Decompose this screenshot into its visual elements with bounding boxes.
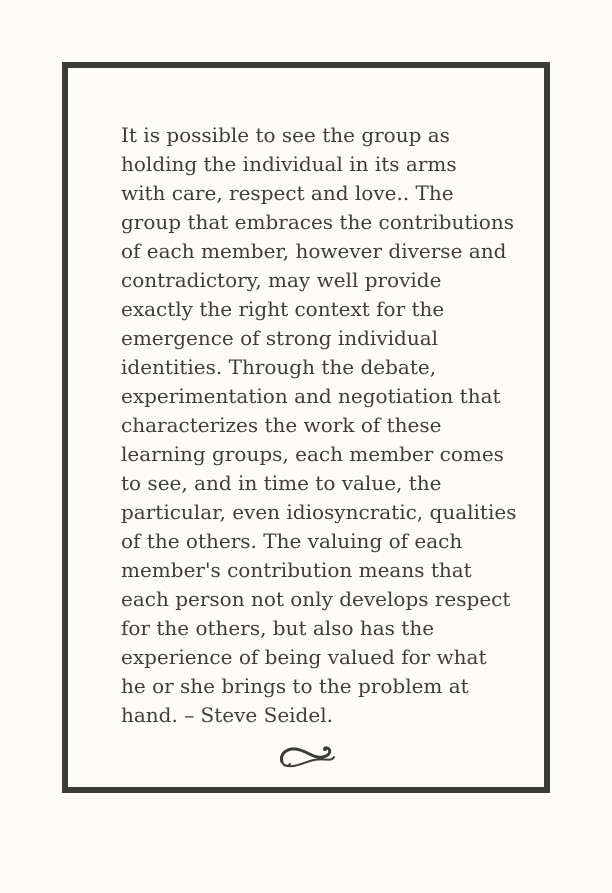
quote-line: of each member, however diverse and	[121, 239, 507, 263]
quote-line: experimentation and negotiation that	[121, 384, 501, 408]
quote-line: member's contribution means that	[121, 558, 472, 582]
quote-line: holding the individual in its arms	[121, 152, 457, 176]
flourish-ornament-icon	[276, 740, 338, 772]
quote-text	[121, 121, 517, 730]
quote-line: learning groups, each member comes	[121, 442, 504, 466]
quote-line: contradictory, may well provide	[121, 268, 442, 292]
quote-line: to see, and in time to value, the	[121, 471, 442, 495]
quote-line: emergence of strong individual	[121, 326, 439, 350]
quote-attribution-line: hand. – Steve Seidel.	[121, 703, 333, 727]
quote-frame	[62, 62, 550, 793]
quote-line: of the others. The valuing of each	[121, 529, 463, 553]
quote-line: for the others, but also has the	[121, 616, 435, 640]
quote-line: It is possible to see the group as	[121, 123, 450, 147]
quote-line: each person not only develops respect	[121, 587, 511, 611]
quote-line: characterizes the work of these	[121, 413, 442, 437]
quote-line: group that embraces the contributions	[121, 210, 514, 234]
quote-line: experience of being valued for what	[121, 645, 487, 669]
quote-line: identities. Through the debate,	[121, 355, 437, 379]
quote-line: with care, respect and love.. The	[121, 181, 454, 205]
quote-line: he or she brings to the problem at	[121, 674, 469, 698]
quote-line: particular, even idiosyncratic, qualities	[121, 500, 517, 524]
quote-line: exactly the right context for the	[121, 297, 445, 321]
